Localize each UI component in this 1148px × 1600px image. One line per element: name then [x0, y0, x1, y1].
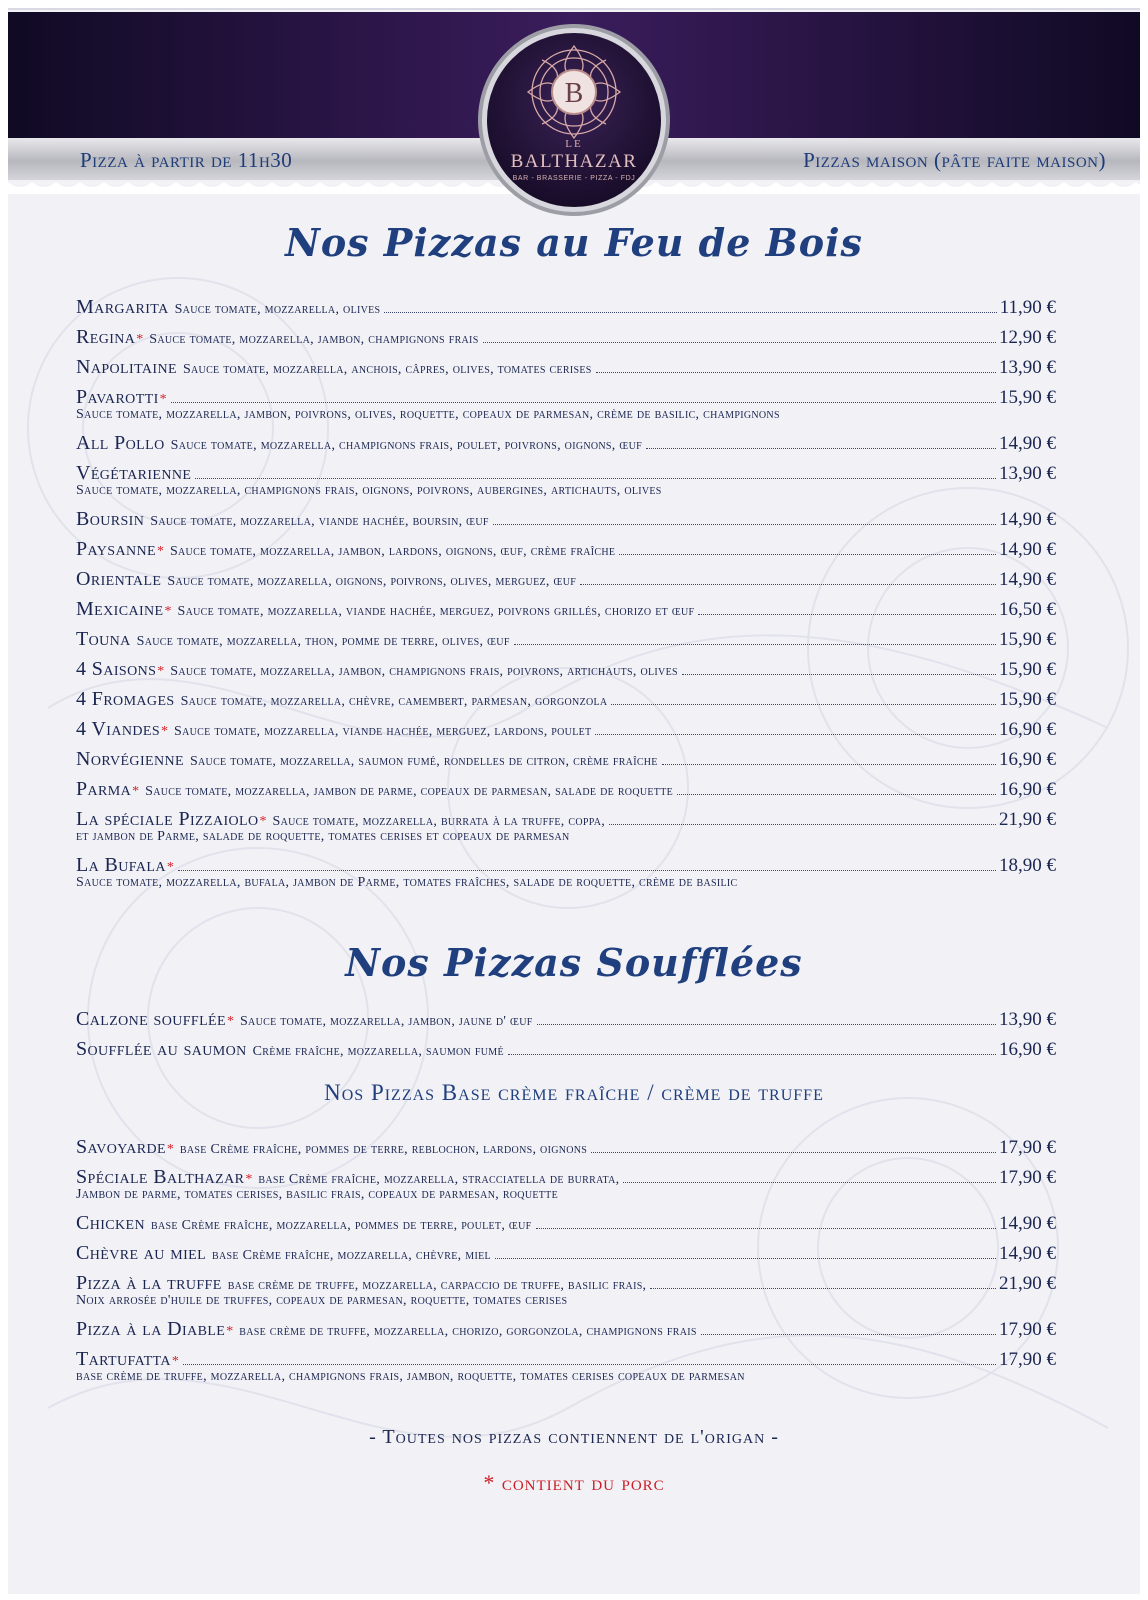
menu-item: [76, 624, 1056, 654]
pizza-ingredients: Sauce tomate, mozzarella, burrata à la truffe, coppa,: [272, 814, 606, 829]
menu-item-line: Calzone soufflée * Sauce tomate, mozzarella, jambon, jaune d' œuf 13,90 €: [76, 1004, 1056, 1034]
dot-leader: [508, 1054, 996, 1055]
logo-article: LE: [565, 138, 583, 150]
dot-leader: [514, 644, 996, 645]
pizza-price: 16,90 €: [999, 779, 1056, 800]
pizza-name: All Pollo: [76, 432, 165, 454]
pizza-price: 18,90 €: [999, 855, 1056, 876]
dot-leader: [677, 794, 996, 795]
pizza-price: 14,90 €: [999, 509, 1056, 530]
menu-item: [76, 1004, 1056, 1034]
menu-item-line: [76, 1208, 1056, 1238]
menu-item-line: La Bufala * 18,90 €: [76, 850, 1056, 880]
pizza-ingredients-continued: Noix arrosée d'huile de truffes, copeaux de parmesan, roquette, tomates cerises: [76, 1293, 568, 1308]
logo-letter: B: [564, 78, 584, 109]
pizza-price: 14,90 €: [999, 539, 1056, 560]
pizza-ingredients: base Crème fraîche, mozzarella, pommes de terre, poulet, œuf: [151, 1218, 532, 1233]
menu-item: [76, 1208, 1056, 1238]
dot-leader: [171, 402, 996, 403]
logo-tagline: BAR - BRASSERIE - PIZZA - FDJ: [512, 175, 636, 182]
menu-item-line: [76, 352, 1056, 382]
origan-note: - Toutes nos pizzas contiennent de l'origan -: [369, 1426, 779, 1448]
pizza-price: 15,90 €: [999, 387, 1056, 408]
menu-item: [76, 564, 1056, 594]
pizza-ingredients: Sauce tomate, mozzarella, jambon de parme, copeaux de parmesan, salade de roquette: [145, 784, 674, 799]
pizza-name: Soufflée au saumon: [76, 1038, 247, 1060]
dot-leader: [698, 614, 996, 615]
menu-item-line: [76, 1238, 1056, 1268]
pizza-price: 16,90 €: [999, 719, 1056, 740]
dot-leader: [646, 448, 996, 449]
pizza-ingredients: base Crème fraîche, mozzarella, chèvre, miel: [212, 1248, 491, 1263]
dot-leader: [623, 1182, 996, 1183]
pizza-ingredients: Sauce tomate, mozzarella, chèvre, camembert, parmesan, gorgonzola: [180, 694, 608, 709]
logo-name: BALTHAZAR: [510, 151, 638, 172]
pizza-name: Orientale: [76, 568, 162, 590]
pizza-ingredients-continued: et jambon de Parme, salade de roquette, tomates cerises et copeaux de parmesan: [76, 829, 570, 844]
pizza-ingredients: Sauce tomate, mozzarella, viande hachée, boursin, œuf: [150, 514, 489, 529]
menu-item: [76, 804, 1056, 850]
menu-list-base-creme: [76, 1132, 1056, 1390]
menu-item: [76, 504, 1056, 534]
pizza-price: 13,90 €: [999, 1009, 1056, 1030]
pizza-price: 14,90 €: [999, 1243, 1056, 1264]
pizza-name: Norvégienne: [76, 748, 184, 770]
dot-leader: [596, 372, 996, 373]
pizza-name: Regina: [76, 326, 136, 348]
menu-item: [76, 1314, 1056, 1344]
dot-leader: [682, 674, 996, 675]
menu-item: [76, 322, 1056, 352]
dot-leader: [195, 478, 996, 479]
menu-item: [76, 292, 1056, 322]
pizza-price: 17,90 €: [999, 1167, 1056, 1188]
dot-leader: [384, 312, 996, 313]
menu-page: [8, 8, 1140, 1594]
pizza-price: 14,90 €: [999, 569, 1056, 590]
pizza-ingredients: Sauce tomate, mozzarella, anchois, câpres, olives, tomates cerises: [182, 362, 592, 377]
pizza-price: 11,90 €: [999, 297, 1056, 318]
pizza-price: 16,50 €: [999, 599, 1056, 620]
pizza-ingredients: Sauce tomate, mozzarella, viande hachée, merguez, poivrons grillés, chorizo et œuf: [177, 604, 695, 619]
section-title-base-creme: Nos Pizzas Base crème fraîche / crème de truffe: [324, 1080, 824, 1105]
pizza-ingredients: Sauce tomate, mozzarella, jambon, champignons frais: [149, 332, 479, 347]
menu-item-line: [76, 564, 1056, 594]
pizza-name: Touna: [76, 628, 131, 650]
pizza-ingredients: base crème de truffe, mozzarella, chorizo, gorgonzola, champignons frais: [239, 1324, 697, 1339]
pizza-name: Paysanne: [76, 538, 156, 560]
pizza-name: Pavarotti: [76, 386, 159, 408]
pizza-price: 13,90 €: [999, 357, 1056, 378]
pizza-price: 17,90 €: [999, 1349, 1056, 1370]
menu-item: [76, 744, 1056, 774]
pizza-ingredients: Sauce tomate, mozzarella, olives: [174, 302, 381, 317]
dot-leader: [591, 1152, 996, 1153]
menu-item-line: [76, 744, 1056, 774]
menu-item-line: [76, 1034, 1056, 1064]
pizza-ingredients: Sauce tomate, mozzarella, saumon fumé, rondelles de citron, crème fraîche: [189, 754, 658, 769]
menu-list-feu-de-bois: [76, 292, 1056, 896]
pizza-name: La Bufala: [76, 854, 166, 876]
pizza-price: 15,90 €: [999, 629, 1056, 650]
menu-item: [76, 534, 1056, 564]
pizza-name: Pizza à la truffe: [76, 1272, 222, 1294]
menu-item: [76, 382, 1056, 428]
top-rule: [8, 8, 1140, 10]
pizza-ingredients-continued: Sauce tomate, mozzarella, bufala, jambon de Parme, tomates fraîches, salade de roquette, crème de basilic: [76, 875, 738, 890]
homemade-text: Pizzas maison (pâte faite maison): [803, 148, 1106, 172]
menu-item: [76, 1238, 1056, 1268]
pizza-ingredients: Sauce tomate, mozzarella, jambon, champignons frais, poivrons, artichauts, olives: [170, 664, 678, 679]
menu-item: [76, 684, 1056, 714]
menu-item-line: 4 Saisons * Sauce tomate, mozzarella, jambon, champignons frais, poivrons, artichauts, olives 15,90 €: [76, 654, 1056, 684]
pizza-name: Napolitaine: [76, 356, 177, 378]
pizza-name: Calzone soufflée: [76, 1008, 226, 1030]
dot-leader: [650, 1288, 996, 1289]
pizza-ingredients: Crème fraîche, mozzarella, saumon fumé: [252, 1044, 504, 1059]
pizza-name: 4 Viandes: [76, 718, 161, 740]
menu-item: [76, 458, 1056, 504]
menu-item-line: [76, 684, 1056, 714]
menu-item-line: Savoyarde * base Crème fraîche, pommes de terre, reblochon, lardons, oignons 17,90 €: [76, 1132, 1056, 1162]
dot-leader: [580, 584, 996, 585]
menu-item-line: [76, 624, 1056, 654]
menu-item: [76, 714, 1056, 744]
dot-leader: [537, 1024, 996, 1025]
menu-item-line: Tartufatta * 17,90 €: [76, 1344, 1056, 1374]
menu-item-line: [76, 504, 1056, 534]
pizza-price: 17,90 €: [999, 1319, 1056, 1340]
menu-item: [76, 352, 1056, 382]
menu-item: [76, 654, 1056, 684]
pizza-ingredients: base crème de truffe, mozzarella, carpaccio de truffe, basilic frais,: [227, 1278, 647, 1293]
pizza-price: 14,90 €: [999, 433, 1056, 454]
pizza-ingredients: Sauce tomate, mozzarella, champignons frais, poulet, poivrons, oignons, œuf: [170, 438, 642, 453]
pizza-name: Pizza à la Diable: [76, 1318, 226, 1340]
pizza-name: 4 Fromages: [76, 688, 175, 710]
menu-item-line: Regina * Sauce tomate, mozzarella, jambon, champignons frais 12,90 €: [76, 322, 1056, 352]
pizza-name: La spéciale Pizzaiolo: [76, 808, 259, 830]
dot-leader: [536, 1228, 997, 1229]
dot-leader: [183, 1364, 996, 1365]
menu-item-line: Pavarotti * 15,90 €: [76, 382, 1056, 412]
opening-time-text: Pizza à partir de 11h30: [80, 148, 293, 172]
balthazar-logo-icon: [476, 22, 672, 218]
pizza-ingredients: base Crème fraîche, pommes de terre, reblochon, lardons, oignons: [179, 1142, 588, 1157]
dot-leader: [595, 734, 996, 735]
pizza-price: 21,90 €: [999, 1273, 1056, 1294]
pizza-ingredients: Sauce tomate, mozzarella, jambon, lardons, oignons, œuf, crème fraîche: [169, 544, 616, 559]
menu-item-line: La spéciale Pizzaiolo * Sauce tomate, mozzarella, burrata à la truffe, coppa, 21,90 €: [76, 804, 1056, 834]
pizza-ingredients-continued: base crème de truffe, mozzarella, champignons frais, jambon, roquette, tomates cerises copeaux de parmesan: [76, 1369, 745, 1384]
menu-item-line: Paysanne * Sauce tomate, mozzarella, jambon, lardons, oignons, œuf, crème fraîche 14,90 €: [76, 534, 1056, 564]
pizza-price: 17,90 €: [999, 1137, 1056, 1158]
pizza-name: Savoyarde: [76, 1136, 166, 1158]
porc-note: * contient du porc: [483, 1470, 665, 1495]
dot-leader: [619, 554, 996, 555]
pizza-name: 4 Saisons: [76, 658, 157, 680]
menu-item: [76, 774, 1056, 804]
pizza-ingredients-continued: Jambon de parme, tomates cerises, basilic frais, copeaux de parmesan, roquette: [76, 1187, 558, 1202]
menu-item: [76, 1268, 1056, 1314]
section-title-feu-de-bois: Nos Pizzas au Feu de Bois: [285, 220, 863, 265]
dot-leader: [611, 704, 996, 705]
pizza-name: Spéciale Balthazar: [76, 1166, 245, 1188]
pizza-name: Parma: [76, 778, 132, 800]
pizza-price: 14,90 €: [999, 1213, 1056, 1234]
menu-item-line: Mexicaine * Sauce tomate, mozzarella, viande hachée, merguez, poivrons grillés, chorizo et œuf 16,50 €: [76, 594, 1056, 624]
pizza-ingredients: Sauce tomate, mozzarella, oignons, poivrons, olives, merguez, œuf: [167, 574, 577, 589]
pizza-price: 15,90 €: [999, 689, 1056, 710]
pizza-price: 12,90 €: [999, 327, 1056, 348]
menu-item-line: 4 Viandes * Sauce tomate, mozzarella, viande hachée, merguez, lardons, poulet 16,90 €: [76, 714, 1056, 744]
pizza-name: Chèvre au miel: [76, 1242, 207, 1264]
dot-leader: [483, 342, 996, 343]
pizza-price: 15,90 €: [999, 659, 1056, 680]
pizza-name: Mexicaine: [76, 598, 164, 620]
section-title-soufflees: Nos Pizzas Soufflées: [345, 940, 803, 985]
pizza-ingredients: Sauce tomate, mozzarella, thon, pomme de terre, olives, œuf: [136, 634, 510, 649]
pizza-ingredients: Sauce tomate, mozzarella, viande hachée, merguez, lardons, poulet: [174, 724, 592, 739]
pizza-name: Chicken: [76, 1212, 146, 1234]
menu-item-line: Pizza à la Diable * base crème de truffe, mozzarella, chorizo, gorgonzola, champignons frais 17,90 €: [76, 1314, 1056, 1344]
menu-item-line: [76, 292, 1056, 322]
dot-leader: [609, 824, 996, 825]
pizza-ingredients-continued: Sauce tomate, mozzarella, champignons frais, oignons, poivrons, aubergines, artichauts, olives: [76, 483, 662, 498]
menu-list-soufflees: [76, 1004, 1056, 1064]
pizza-price: 21,90 €: [999, 809, 1056, 830]
dot-leader: [495, 1258, 996, 1259]
pizza-ingredients: base Crème fraîche, mozzarella, stracciatella de burrata,: [258, 1172, 620, 1187]
pizza-price: 16,90 €: [999, 749, 1056, 770]
pizza-ingredients-continued: Sauce tomate, mozzarella, jambon, poivrons, olives, roquette, copeaux de parmesan, crème de basilic, champignons: [76, 407, 780, 422]
menu-item-line: [76, 428, 1056, 458]
pizza-ingredients: Sauce tomate, mozzarella, jambon, jaune d' œuf: [239, 1014, 533, 1029]
menu-item: [76, 1132, 1056, 1162]
menu-item: [76, 1034, 1056, 1064]
dot-leader: [662, 764, 996, 765]
menu-item: [76, 1162, 1056, 1208]
pizza-name: Margarita: [76, 296, 169, 318]
dot-leader: [178, 870, 996, 871]
menu-item: [76, 1344, 1056, 1390]
dot-leader: [701, 1334, 996, 1335]
menu-item-line: Parma * Sauce tomate, mozzarella, jambon de parme, copeaux de parmesan, salade de roquette 16,90 €: [76, 774, 1056, 804]
menu-item: [76, 850, 1056, 896]
menu-item-line: Spéciale Balthazar * base Crème fraîche, mozzarella, stracciatella de burrata, 17,90 €: [76, 1162, 1056, 1192]
pizza-name: Boursin: [76, 508, 145, 530]
dot-leader: [493, 524, 996, 525]
pizza-name: Tartufatta: [76, 1348, 171, 1370]
menu-item: [76, 428, 1056, 458]
pizza-name: Végétarienne: [76, 462, 192, 484]
pizza-price: 13,90 €: [999, 463, 1056, 484]
menu-item: [76, 594, 1056, 624]
pizza-price: 16,90 €: [999, 1039, 1056, 1060]
